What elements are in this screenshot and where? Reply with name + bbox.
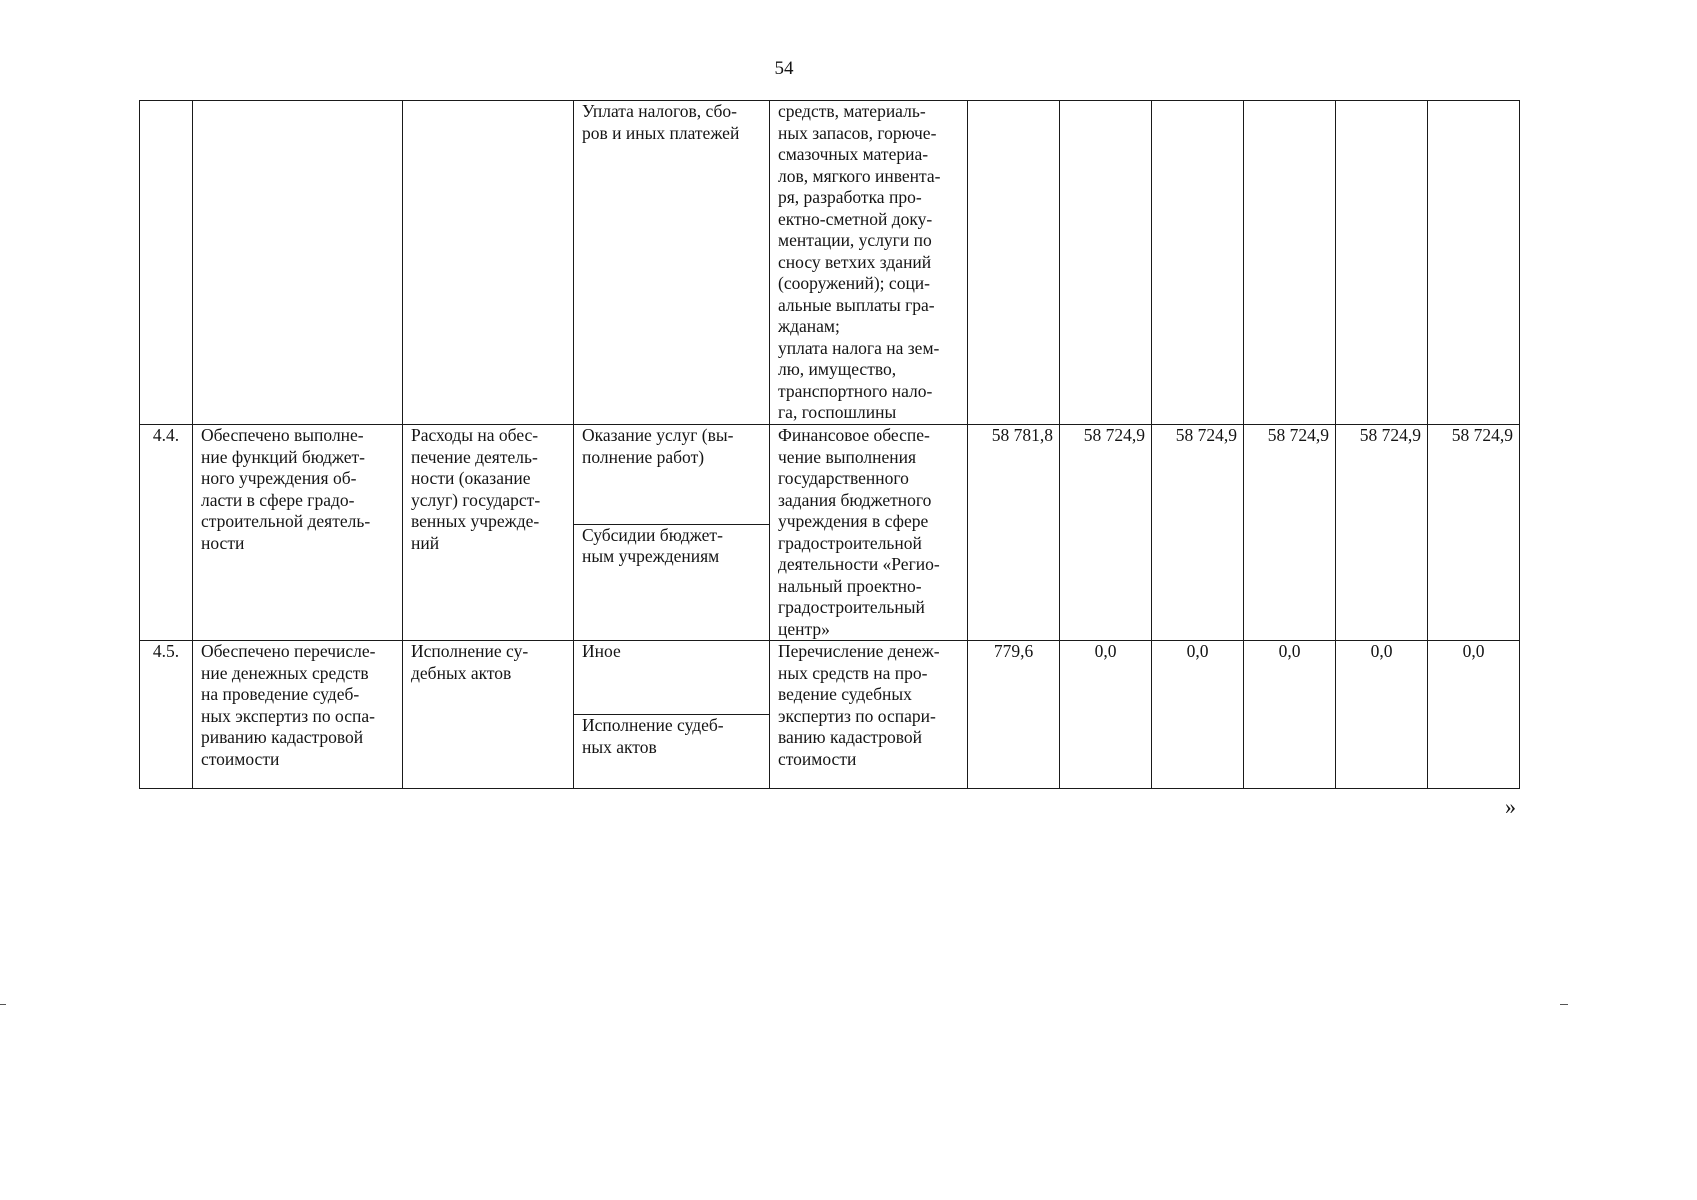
description-cell: Финансовое обеспе- чение выполнения государственного задания бюджетного учреждения в сфере градостроительной деятельности «Регио- нальный проектно- градостроительный центр» (770, 425, 968, 641)
row-number-cell: 4.4. (140, 425, 193, 641)
value-cell: 58 781,8 (968, 425, 1060, 641)
value-cell (1152, 101, 1244, 425)
budget-table (139, 100, 1520, 789)
description-cell: средств, материаль- ных запасов, горюче- смазочных материа- лов, мягкого инвента- ря, разработка про- ектно-сметной доку- ментации, услуги по сносу ветхих зданий (сооружений); соци- альные выплаты гра- жданам; уплата налога на зем- лю, имущество, транспортного нало- га, госпошлины (770, 101, 968, 425)
value-cell: 0,0 (1244, 641, 1336, 789)
result-cell: Обеспечено перечисле- ние денежных средств на проведение судеб- ных экспертиз по оспа- риванию кадастровой стоимости (193, 641, 403, 789)
direction-cell: Оказание услуг (вы- полнение работ) (574, 425, 770, 525)
direction-cell: Исполнение судеб- ных актов (574, 715, 770, 789)
closing-quote-mark: » (1505, 794, 1516, 819)
expense-cell: Исполнение су- дебных актов (403, 641, 574, 789)
value-cell: 58 724,9 (1060, 425, 1152, 641)
value-cell: 0,0 (1336, 641, 1428, 789)
value-cell: 58 724,9 (1244, 425, 1336, 641)
scan-edge-mark (0, 1004, 6, 1005)
direction-cell: Субсидии бюджет- ным учреждениям (574, 524, 770, 640)
value-cell: 779,6 (968, 641, 1060, 789)
direction-cell: Иное (574, 641, 770, 715)
value-cell (1244, 101, 1336, 425)
expense-cell: Расходы на обес- печение деятель- ности (оказание услуг) государст- венных учрежде- ний (403, 425, 574, 641)
table-row (140, 641, 1520, 715)
page-number: 54 (774, 58, 794, 79)
value-cell: 0,0 (1428, 641, 1520, 789)
table-row (140, 101, 1520, 425)
expense-cell (403, 101, 574, 425)
value-cell (1336, 101, 1428, 425)
description-cell: Перечисление денеж- ных средств на про- ведение судебных экспертиз по оспари- ванию кадастровой стоимости (770, 641, 968, 789)
value-cell: 0,0 (1152, 641, 1244, 789)
table-row (140, 425, 1520, 525)
result-cell (193, 101, 403, 425)
value-cell: 58 724,9 (1428, 425, 1520, 641)
scan-edge-mark (1560, 1004, 1568, 1005)
value-cell (1428, 101, 1520, 425)
value-cell: 0,0 (1060, 641, 1152, 789)
value-cell (1060, 101, 1152, 425)
value-cell: 58 724,9 (1152, 425, 1244, 641)
row-number-cell: 4.5. (140, 641, 193, 789)
value-cell: 58 724,9 (1336, 425, 1428, 641)
row-number-cell (140, 101, 193, 425)
result-cell: Обеспечено выполне- ние функций бюджет- ного учреждения об- ласти в сфере градо- строительной деятель- ности (193, 425, 403, 641)
value-cell (968, 101, 1060, 425)
direction-cell: Уплата налогов, сбо- ров и иных платежей (574, 101, 770, 425)
